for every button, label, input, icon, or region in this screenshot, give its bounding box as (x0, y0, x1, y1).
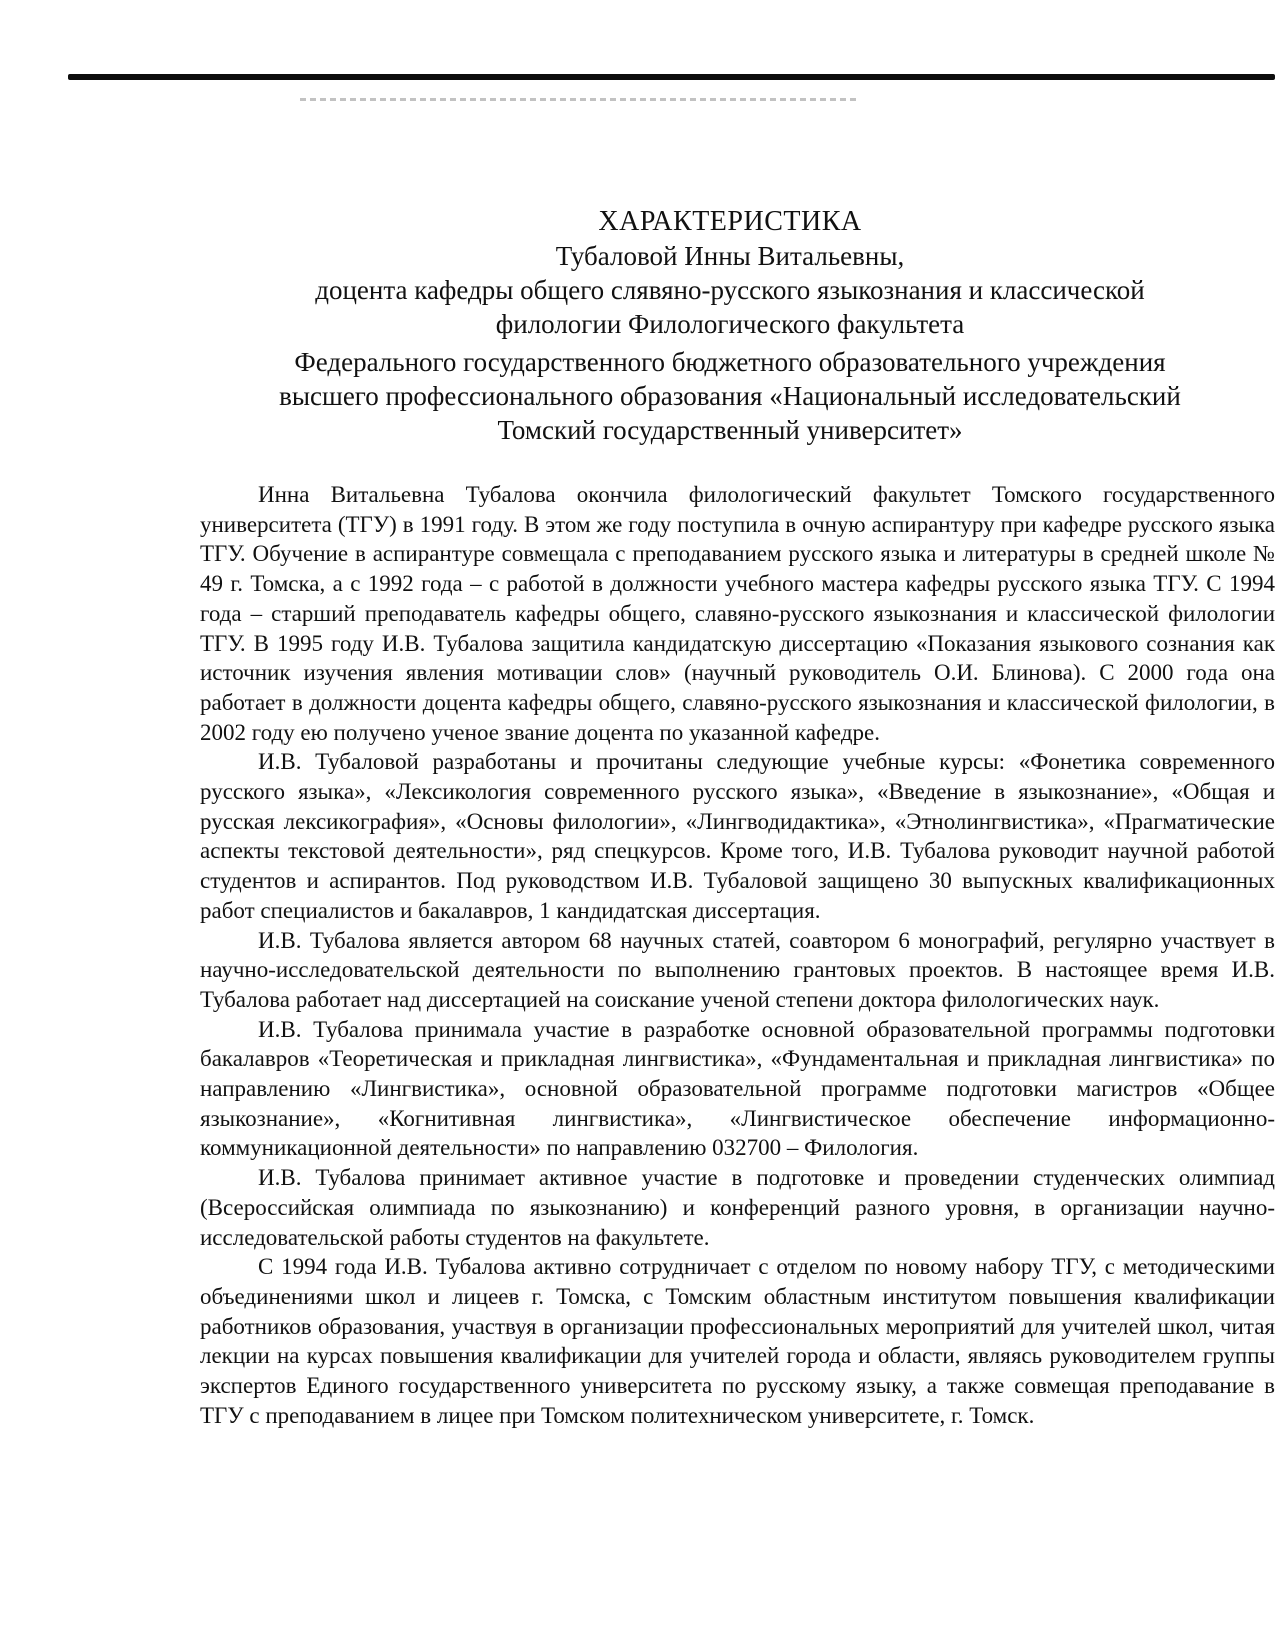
organization-line-1: Федерального государственного бюджетного образовательного учреждения (294, 347, 1166, 377)
scan-artifact-line (300, 98, 860, 101)
paragraph-publications: И.В. Тубалова является автором 68 научных статей, соавтором 6 монографий, регулярно участвует в научно-исследовательской деятельности по выполнению грантовых проектов. В настоящее время И.В. Тубалова работает над диссертацией на соискание ученой степени доктора филологических наук. (200, 927, 1275, 1012)
person-name: Тубаловой Инны Витальевны, (555, 241, 905, 271)
paragraph-education: Инна Витальевна Тубалова окончила филологический факультет Томского государственного университета (ТГУ) в 1991 году. В этом же году поступила в очную аспирантуру при кафедре русского языка ТГУ. Обучение в аспирантуре совмещала с преподаванием русского языка и литературы в средней школе № 49 г. Томска, а с 1992 года – с работой в должности учебного мастера кафедры русского языка ТГУ. С 1994 года – старший преподаватель кафедры общего, славяно-русского языкознания и классической филологии ТГУ. В 1995 году И.В. Тубалова защитила кандидатскую диссертацию «Показания языкового сознания как источник изучения явления мотивации слов» (научный руководитель О.И. Блинова). С 2000 года она работает в должности доцента кафедры общего, славяно-русского языкознания и классической филологии, в 2002 году ею получено ученое звание доцента по указанной кафедре. (200, 482, 1275, 745)
document-header (200, 205, 1260, 447)
position-line-1: доцента кафедры общего слявяно-русского языкознания и классической (315, 275, 1145, 305)
paragraph-olympiads: И.В. Тубалова принимает активное участие в подготовке и проведении студенческих олимпиад (Всероссийская олимпиада по языкознанию) и конференций разного уровня, в организации научно-исследовательской работы студентов на факультете. (200, 1165, 1275, 1250)
document-title: ХАРАКТЕРИСТИКА (598, 206, 862, 237)
organization-line-3: Томский государственный университет» (497, 415, 963, 445)
position-line-2: филологии Филологического факультета (495, 309, 965, 339)
paragraph-cooperation: С 1994 года И.В. Тубалова активно сотрудничает с отделом по новому набору ТГУ, с методическими объединениями школ и лицеев г. Томска, с Томским областным институтом повышения квалификации работников образования, участвуя в организации профессиональных мероприятий для учителей школ, читая лекции на курсах повышения квалификации для учителей города и области, являясь руководителем группы экспертов Единого государственного университета по русскому языку, а также совмещая преподавание в ТГУ с преподаванием в лицее при Томском политехническом университете, г. Томск. (200, 1254, 1275, 1428)
document-body (200, 480, 1275, 1431)
paragraph-programs: И.В. Тубалова принимала участие в разработке основной образовательной программы подготовки бакалавров «Теоретическая и прикладная лингвистика», «Фундаментальная и прикладная лингвистика» по направлению «Лингвистика», основной образовательной программе подготовки магистров «Общее языкознание», «Когнитивная лингвистика», «Лингвистическое обеспечение информационно-коммуникационной деятельности» по направлению 032700 – Филология. (200, 1016, 1275, 1161)
scan-top-rule (68, 74, 1275, 80)
paragraph-courses: И.В. Тубаловой разработаны и прочитаны следующие учебные курсы: «Фонетика современного русского языка», «Лексикология современного русского языка», «Введение в языкознание», «Общая и русская лексикография», «Основы филологии», «Лингводидактика», «Этнолингвистика», «Прагматические аспекты текстовой деятельности», ряд спецкурсов. Кроме того, И.В. Тубалова руководит научной работой студентов и аспирантов. Под руководством И.В. Тубаловой защищено 30 выпускных квалификационных работ специалистов и бакалавров, 1 кандидатская диссертация. (200, 749, 1275, 923)
organization-line-2: высшего профессионального образования «Национальный исследовательский (279, 381, 1181, 411)
